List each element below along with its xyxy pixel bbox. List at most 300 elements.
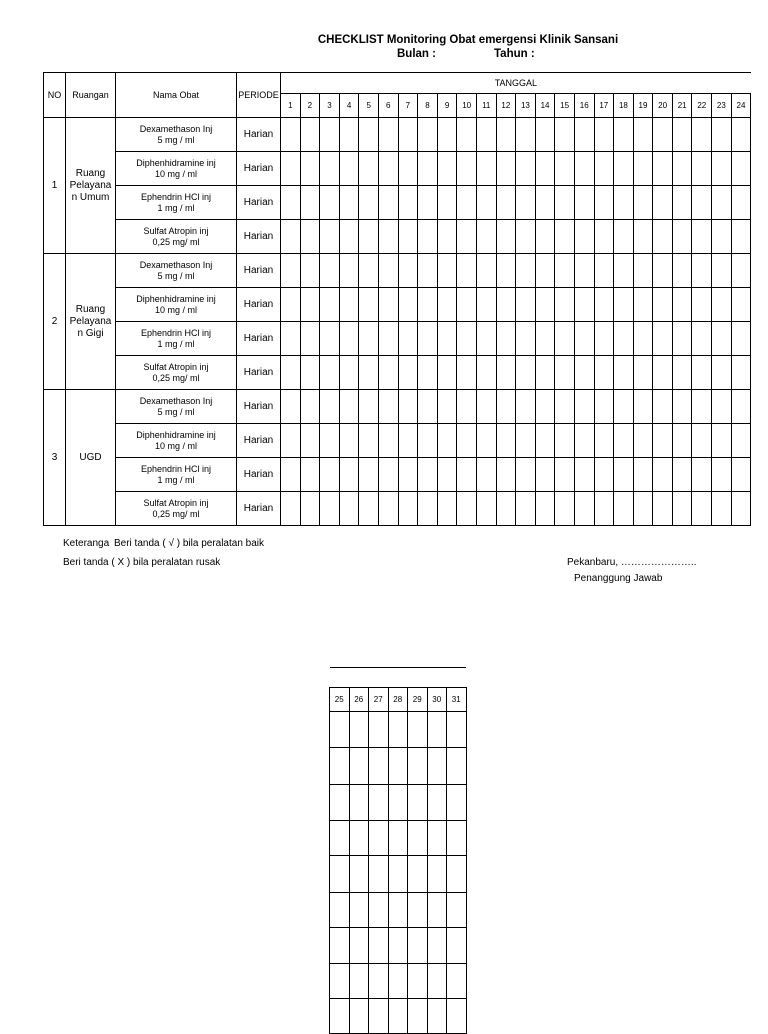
- check-cell[interactable]: [614, 118, 634, 152]
- check-cell[interactable]: [349, 999, 369, 1034]
- check-cell[interactable]: [535, 220, 555, 254]
- check-cell[interactable]: [418, 390, 438, 424]
- check-cell[interactable]: [633, 356, 653, 390]
- check-cell[interactable]: [281, 288, 301, 322]
- check-cell[interactable]: [594, 424, 614, 458]
- check-cell[interactable]: [457, 288, 477, 322]
- check-cell[interactable]: [281, 220, 301, 254]
- check-cell[interactable]: [672, 458, 692, 492]
- check-cell[interactable]: [437, 390, 457, 424]
- check-cell[interactable]: [437, 356, 457, 390]
- check-cell[interactable]: [457, 356, 477, 390]
- check-cell[interactable]: [359, 152, 379, 186]
- check-cell[interactable]: [535, 356, 555, 390]
- check-cell[interactable]: [457, 186, 477, 220]
- check-cell[interactable]: [398, 118, 418, 152]
- check-cell[interactable]: [476, 254, 496, 288]
- check-cell[interactable]: [672, 152, 692, 186]
- check-cell[interactable]: [300, 322, 320, 356]
- check-cell[interactable]: [555, 152, 575, 186]
- check-cell[interactable]: [633, 254, 653, 288]
- check-cell[interactable]: [653, 186, 673, 220]
- check-cell[interactable]: [535, 390, 555, 424]
- check-cell[interactable]: [672, 254, 692, 288]
- check-cell[interactable]: [692, 356, 712, 390]
- check-cell[interactable]: [408, 856, 428, 893]
- check-cell[interactable]: [300, 118, 320, 152]
- check-cell[interactable]: [712, 220, 732, 254]
- check-cell[interactable]: [496, 492, 516, 526]
- check-cell[interactable]: [369, 856, 389, 893]
- check-cell[interactable]: [349, 964, 369, 999]
- check-cell[interactable]: [712, 458, 732, 492]
- check-cell[interactable]: [476, 288, 496, 322]
- check-cell[interactable]: [408, 821, 428, 856]
- check-cell[interactable]: [369, 712, 389, 748]
- check-cell[interactable]: [418, 356, 438, 390]
- check-cell[interactable]: [476, 356, 496, 390]
- check-cell[interactable]: [574, 322, 594, 356]
- check-cell[interactable]: [388, 999, 408, 1034]
- check-cell[interactable]: [408, 748, 428, 785]
- check-cell[interactable]: [535, 254, 555, 288]
- check-cell[interactable]: [672, 288, 692, 322]
- check-cell[interactable]: [408, 928, 428, 964]
- check-cell[interactable]: [496, 424, 516, 458]
- check-cell[interactable]: [594, 322, 614, 356]
- check-cell[interactable]: [457, 322, 477, 356]
- check-cell[interactable]: [330, 893, 350, 928]
- check-cell[interactable]: [339, 458, 359, 492]
- check-cell[interactable]: [339, 390, 359, 424]
- check-cell[interactable]: [281, 186, 301, 220]
- check-cell[interactable]: [281, 492, 301, 526]
- check-cell[interactable]: [614, 186, 634, 220]
- check-cell[interactable]: [516, 254, 536, 288]
- check-cell[interactable]: [437, 288, 457, 322]
- check-cell[interactable]: [339, 254, 359, 288]
- check-cell[interactable]: [388, 893, 408, 928]
- check-cell[interactable]: [516, 152, 536, 186]
- check-cell[interactable]: [388, 928, 408, 964]
- check-cell[interactable]: [614, 220, 634, 254]
- check-cell[interactable]: [437, 220, 457, 254]
- check-cell[interactable]: [712, 288, 732, 322]
- check-cell[interactable]: [339, 118, 359, 152]
- check-cell[interactable]: [388, 712, 408, 748]
- check-cell[interactable]: [672, 492, 692, 526]
- check-cell[interactable]: [516, 288, 536, 322]
- check-cell[interactable]: [653, 288, 673, 322]
- check-cell[interactable]: [320, 152, 340, 186]
- check-cell[interactable]: [281, 390, 301, 424]
- check-cell[interactable]: [712, 424, 732, 458]
- check-cell[interactable]: [300, 220, 320, 254]
- check-cell[interactable]: [281, 322, 301, 356]
- check-cell[interactable]: [692, 186, 712, 220]
- check-cell[interactable]: [535, 118, 555, 152]
- check-cell[interactable]: [672, 322, 692, 356]
- check-cell[interactable]: [447, 893, 467, 928]
- check-cell[interactable]: [594, 356, 614, 390]
- check-cell[interactable]: [359, 458, 379, 492]
- check-cell[interactable]: [476, 152, 496, 186]
- check-cell[interactable]: [555, 424, 575, 458]
- check-cell[interactable]: [594, 458, 614, 492]
- check-cell[interactable]: [535, 458, 555, 492]
- check-cell[interactable]: [535, 152, 555, 186]
- check-cell[interactable]: [496, 254, 516, 288]
- check-cell[interactable]: [359, 424, 379, 458]
- check-cell[interactable]: [339, 424, 359, 458]
- check-cell[interactable]: [339, 356, 359, 390]
- check-cell[interactable]: [672, 424, 692, 458]
- check-cell[interactable]: [388, 964, 408, 999]
- check-cell[interactable]: [633, 390, 653, 424]
- check-cell[interactable]: [320, 186, 340, 220]
- check-cell[interactable]: [339, 220, 359, 254]
- check-cell[interactable]: [330, 748, 350, 785]
- check-cell[interactable]: [437, 254, 457, 288]
- check-cell[interactable]: [516, 390, 536, 424]
- check-cell[interactable]: [398, 288, 418, 322]
- check-cell[interactable]: [418, 118, 438, 152]
- check-cell[interactable]: [447, 856, 467, 893]
- check-cell[interactable]: [339, 492, 359, 526]
- check-cell[interactable]: [437, 152, 457, 186]
- check-cell[interactable]: [281, 458, 301, 492]
- check-cell[interactable]: [330, 928, 350, 964]
- check-cell[interactable]: [633, 288, 653, 322]
- check-cell[interactable]: [731, 424, 751, 458]
- check-cell[interactable]: [712, 492, 732, 526]
- check-cell[interactable]: [388, 856, 408, 893]
- check-cell[interactable]: [516, 356, 536, 390]
- check-cell[interactable]: [712, 152, 732, 186]
- check-cell[interactable]: [398, 424, 418, 458]
- check-cell[interactable]: [574, 118, 594, 152]
- check-cell[interactable]: [555, 220, 575, 254]
- check-cell[interactable]: [476, 118, 496, 152]
- check-cell[interactable]: [653, 152, 673, 186]
- check-cell[interactable]: [369, 964, 389, 999]
- check-cell[interactable]: [359, 118, 379, 152]
- check-cell[interactable]: [388, 785, 408, 821]
- check-cell[interactable]: [398, 322, 418, 356]
- check-cell[interactable]: [408, 999, 428, 1034]
- check-cell[interactable]: [614, 424, 634, 458]
- check-cell[interactable]: [555, 186, 575, 220]
- check-cell[interactable]: [359, 322, 379, 356]
- check-cell[interactable]: [447, 928, 467, 964]
- check-cell[interactable]: [594, 390, 614, 424]
- check-cell[interactable]: [574, 254, 594, 288]
- check-cell[interactable]: [692, 220, 712, 254]
- check-cell[interactable]: [516, 220, 536, 254]
- check-cell[interactable]: [672, 220, 692, 254]
- check-cell[interactable]: [516, 118, 536, 152]
- check-cell[interactable]: [300, 458, 320, 492]
- check-cell[interactable]: [614, 288, 634, 322]
- check-cell[interactable]: [427, 964, 447, 999]
- check-cell[interactable]: [555, 322, 575, 356]
- check-cell[interactable]: [731, 322, 751, 356]
- check-cell[interactable]: [496, 356, 516, 390]
- check-cell[interactable]: [731, 458, 751, 492]
- check-cell[interactable]: [330, 856, 350, 893]
- check-cell[interactable]: [378, 152, 398, 186]
- check-cell[interactable]: [535, 288, 555, 322]
- check-cell[interactable]: [359, 288, 379, 322]
- check-cell[interactable]: [731, 220, 751, 254]
- check-cell[interactable]: [692, 424, 712, 458]
- check-cell[interactable]: [378, 458, 398, 492]
- check-cell[interactable]: [496, 220, 516, 254]
- check-cell[interactable]: [476, 186, 496, 220]
- check-cell[interactable]: [496, 390, 516, 424]
- check-cell[interactable]: [369, 748, 389, 785]
- check-cell[interactable]: [437, 424, 457, 458]
- check-cell[interactable]: [300, 152, 320, 186]
- check-cell[interactable]: [692, 492, 712, 526]
- check-cell[interactable]: [398, 492, 418, 526]
- check-cell[interactable]: [653, 254, 673, 288]
- check-cell[interactable]: [447, 712, 467, 748]
- check-cell[interactable]: [320, 220, 340, 254]
- check-cell[interactable]: [614, 254, 634, 288]
- check-cell[interactable]: [398, 390, 418, 424]
- check-cell[interactable]: [653, 424, 673, 458]
- check-cell[interactable]: [378, 220, 398, 254]
- check-cell[interactable]: [633, 322, 653, 356]
- check-cell[interactable]: [731, 356, 751, 390]
- check-cell[interactable]: [614, 458, 634, 492]
- check-cell[interactable]: [496, 322, 516, 356]
- check-cell[interactable]: [712, 254, 732, 288]
- check-cell[interactable]: [408, 964, 428, 999]
- check-cell[interactable]: [516, 424, 536, 458]
- check-cell[interactable]: [447, 785, 467, 821]
- check-cell[interactable]: [535, 424, 555, 458]
- check-cell[interactable]: [330, 785, 350, 821]
- check-cell[interactable]: [535, 492, 555, 526]
- check-cell[interactable]: [300, 492, 320, 526]
- check-cell[interactable]: [418, 322, 438, 356]
- check-cell[interactable]: [633, 118, 653, 152]
- check-cell[interactable]: [339, 186, 359, 220]
- check-cell[interactable]: [320, 356, 340, 390]
- check-cell[interactable]: [320, 254, 340, 288]
- check-cell[interactable]: [369, 928, 389, 964]
- check-cell[interactable]: [712, 118, 732, 152]
- check-cell[interactable]: [476, 492, 496, 526]
- check-cell[interactable]: [457, 118, 477, 152]
- check-cell[interactable]: [614, 492, 634, 526]
- check-cell[interactable]: [447, 821, 467, 856]
- check-cell[interactable]: [320, 492, 340, 526]
- check-cell[interactable]: [369, 999, 389, 1034]
- check-cell[interactable]: [378, 186, 398, 220]
- check-cell[interactable]: [653, 356, 673, 390]
- check-cell[interactable]: [633, 492, 653, 526]
- check-cell[interactable]: [496, 118, 516, 152]
- check-cell[interactable]: [633, 424, 653, 458]
- check-cell[interactable]: [574, 390, 594, 424]
- check-cell[interactable]: [653, 220, 673, 254]
- check-cell[interactable]: [653, 458, 673, 492]
- check-cell[interactable]: [457, 254, 477, 288]
- check-cell[interactable]: [574, 152, 594, 186]
- check-cell[interactable]: [692, 322, 712, 356]
- check-cell[interactable]: [653, 390, 673, 424]
- check-cell[interactable]: [731, 254, 751, 288]
- check-cell[interactable]: [330, 964, 350, 999]
- check-cell[interactable]: [427, 856, 447, 893]
- check-cell[interactable]: [418, 458, 438, 492]
- check-cell[interactable]: [330, 712, 350, 748]
- check-cell[interactable]: [555, 288, 575, 322]
- check-cell[interactable]: [300, 390, 320, 424]
- check-cell[interactable]: [418, 152, 438, 186]
- check-cell[interactable]: [692, 390, 712, 424]
- check-cell[interactable]: [614, 152, 634, 186]
- check-cell[interactable]: [535, 186, 555, 220]
- check-cell[interactable]: [437, 186, 457, 220]
- check-cell[interactable]: [349, 785, 369, 821]
- check-cell[interactable]: [437, 492, 457, 526]
- check-cell[interactable]: [339, 288, 359, 322]
- check-cell[interactable]: [594, 492, 614, 526]
- check-cell[interactable]: [349, 748, 369, 785]
- check-cell[interactable]: [388, 821, 408, 856]
- check-cell[interactable]: [437, 118, 457, 152]
- check-cell[interactable]: [378, 424, 398, 458]
- check-cell[interactable]: [359, 186, 379, 220]
- check-cell[interactable]: [349, 893, 369, 928]
- check-cell[interactable]: [300, 356, 320, 390]
- check-cell[interactable]: [633, 152, 653, 186]
- check-cell[interactable]: [555, 118, 575, 152]
- check-cell[interactable]: [447, 999, 467, 1034]
- check-cell[interactable]: [574, 288, 594, 322]
- check-cell[interactable]: [408, 712, 428, 748]
- check-cell[interactable]: [692, 254, 712, 288]
- check-cell[interactable]: [427, 893, 447, 928]
- check-cell[interactable]: [437, 458, 457, 492]
- check-cell[interactable]: [594, 186, 614, 220]
- check-cell[interactable]: [427, 748, 447, 785]
- check-cell[interactable]: [359, 254, 379, 288]
- check-cell[interactable]: [555, 390, 575, 424]
- check-cell[interactable]: [378, 288, 398, 322]
- check-cell[interactable]: [281, 424, 301, 458]
- check-cell[interactable]: [457, 492, 477, 526]
- check-cell[interactable]: [672, 118, 692, 152]
- check-cell[interactable]: [427, 785, 447, 821]
- check-cell[interactable]: [692, 288, 712, 322]
- check-cell[interactable]: [281, 152, 301, 186]
- check-cell[interactable]: [378, 254, 398, 288]
- check-cell[interactable]: [418, 186, 438, 220]
- check-cell[interactable]: [408, 785, 428, 821]
- check-cell[interactable]: [594, 288, 614, 322]
- check-cell[interactable]: [574, 186, 594, 220]
- check-cell[interactable]: [457, 152, 477, 186]
- check-cell[interactable]: [427, 928, 447, 964]
- check-cell[interactable]: [378, 356, 398, 390]
- check-cell[interactable]: [653, 492, 673, 526]
- check-cell[interactable]: [300, 424, 320, 458]
- check-cell[interactable]: [281, 254, 301, 288]
- check-cell[interactable]: [320, 458, 340, 492]
- check-cell[interactable]: [427, 821, 447, 856]
- check-cell[interactable]: [535, 322, 555, 356]
- check-cell[interactable]: [633, 458, 653, 492]
- check-cell[interactable]: [692, 152, 712, 186]
- check-cell[interactable]: [447, 964, 467, 999]
- check-cell[interactable]: [731, 118, 751, 152]
- check-cell[interactable]: [594, 152, 614, 186]
- check-cell[interactable]: [427, 712, 447, 748]
- check-cell[interactable]: [447, 748, 467, 785]
- check-cell[interactable]: [614, 356, 634, 390]
- check-cell[interactable]: [349, 856, 369, 893]
- check-cell[interactable]: [457, 458, 477, 492]
- check-cell[interactable]: [437, 322, 457, 356]
- check-cell[interactable]: [555, 356, 575, 390]
- check-cell[interactable]: [320, 390, 340, 424]
- check-cell[interactable]: [457, 424, 477, 458]
- check-cell[interactable]: [418, 220, 438, 254]
- check-cell[interactable]: [349, 712, 369, 748]
- check-cell[interactable]: [496, 458, 516, 492]
- check-cell[interactable]: [516, 458, 536, 492]
- check-cell[interactable]: [408, 893, 428, 928]
- check-cell[interactable]: [418, 424, 438, 458]
- check-cell[interactable]: [388, 748, 408, 785]
- check-cell[interactable]: [369, 821, 389, 856]
- check-cell[interactable]: [330, 821, 350, 856]
- check-cell[interactable]: [476, 424, 496, 458]
- check-cell[interactable]: [398, 186, 418, 220]
- check-cell[interactable]: [731, 390, 751, 424]
- check-cell[interactable]: [731, 492, 751, 526]
- check-cell[interactable]: [398, 356, 418, 390]
- check-cell[interactable]: [418, 492, 438, 526]
- check-cell[interactable]: [594, 220, 614, 254]
- check-cell[interactable]: [378, 118, 398, 152]
- check-cell[interactable]: [496, 152, 516, 186]
- check-cell[interactable]: [359, 220, 379, 254]
- check-cell[interactable]: [692, 118, 712, 152]
- check-cell[interactable]: [672, 356, 692, 390]
- check-cell[interactable]: [712, 356, 732, 390]
- check-cell[interactable]: [476, 322, 496, 356]
- check-cell[interactable]: [731, 288, 751, 322]
- check-cell[interactable]: [476, 220, 496, 254]
- check-cell[interactable]: [457, 220, 477, 254]
- check-cell[interactable]: [574, 458, 594, 492]
- check-cell[interactable]: [712, 322, 732, 356]
- check-cell[interactable]: [555, 254, 575, 288]
- check-cell[interactable]: [653, 322, 673, 356]
- check-cell[interactable]: [574, 424, 594, 458]
- check-cell[interactable]: [574, 356, 594, 390]
- check-cell[interactable]: [672, 186, 692, 220]
- check-cell[interactable]: [281, 118, 301, 152]
- check-cell[interactable]: [516, 322, 536, 356]
- check-cell[interactable]: [330, 999, 350, 1034]
